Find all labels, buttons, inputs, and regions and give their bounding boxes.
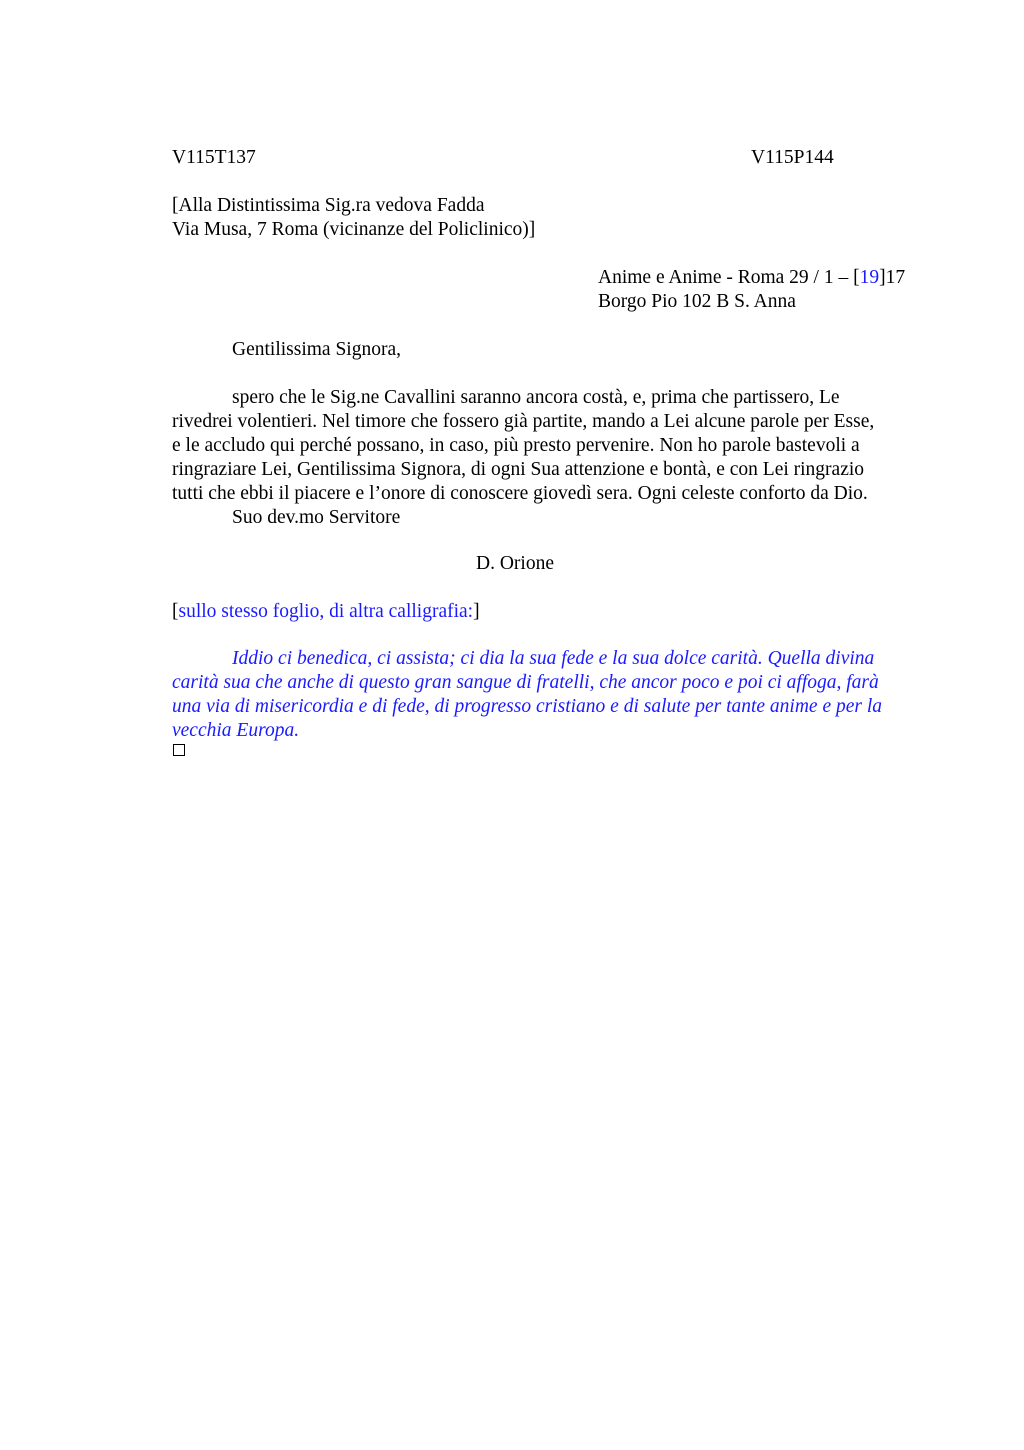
- note-text: sullo stesso foglio, di altra calligrafia:: [178, 601, 474, 622]
- postscript-line: Iddio ci benedica, ci assista; ci dia la sua fede e la sua dolce carità. Quella divina: [232, 648, 875, 669]
- dateline-prefix: Anime e Anime - Roma 29 / 1 – [: [598, 267, 860, 288]
- sender-address: Borgo Pio 102 B S. Anna: [598, 291, 796, 312]
- dateline-year-insert: 19: [859, 267, 880, 288]
- postscript-line: vecchia Europa.: [172, 720, 300, 741]
- addressee-line-1: [Alla Distintissima Sig.ra vedova Fadda: [172, 195, 485, 216]
- postscript-line: carità sua che anche di questo gran sangue di fratelli, che ancor poco e poi ci affoga, farà: [172, 672, 879, 693]
- body-line: spero che le Sig.ne Cavallini saranno ancora costà, e, prima che partissero, Le: [232, 387, 840, 408]
- salutation: Gentilissima Signora,: [232, 339, 401, 360]
- dateline-suffix: ]17: [879, 267, 906, 288]
- document-code-left: V115T137: [172, 147, 256, 168]
- body-line: e le accludo qui perché possano, in caso, più presto pervenire. Non ho parole bastevoli a: [172, 435, 860, 456]
- body-line: rivedrei volentieri. Nel timore che fossero già partite, mando a Lei alcune parole per Esse,: [172, 411, 875, 432]
- note-close-bracket: ]: [473, 601, 480, 622]
- postscript-line: una via di misericordia e di fede, di progresso cristiano e di salute per tante anime e per la: [172, 696, 883, 717]
- note-open-bracket: [: [172, 601, 179, 622]
- addressee-line-2: Via Musa, 7 Roma (vicinanze del Policlinico)]: [172, 219, 536, 240]
- body-line: ringraziare Lei, Gentilissima Signora, di ogni Sua attenzione e bontà, e con Lei ringrazio: [172, 459, 865, 480]
- closing-formula: Suo dev.mo Servitore: [232, 507, 401, 528]
- end-marker-square: [173, 744, 185, 756]
- body-line: tutti che ebbi il piacere e l’onore di conoscere giovedì sera. Ogni celeste conforto da Dio.: [172, 483, 868, 504]
- signature: D. Orione: [476, 553, 554, 574]
- document-code-right: V115P144: [751, 147, 834, 168]
- dateline: [598, 266, 905, 290]
- editorial-note: [172, 600, 480, 624]
